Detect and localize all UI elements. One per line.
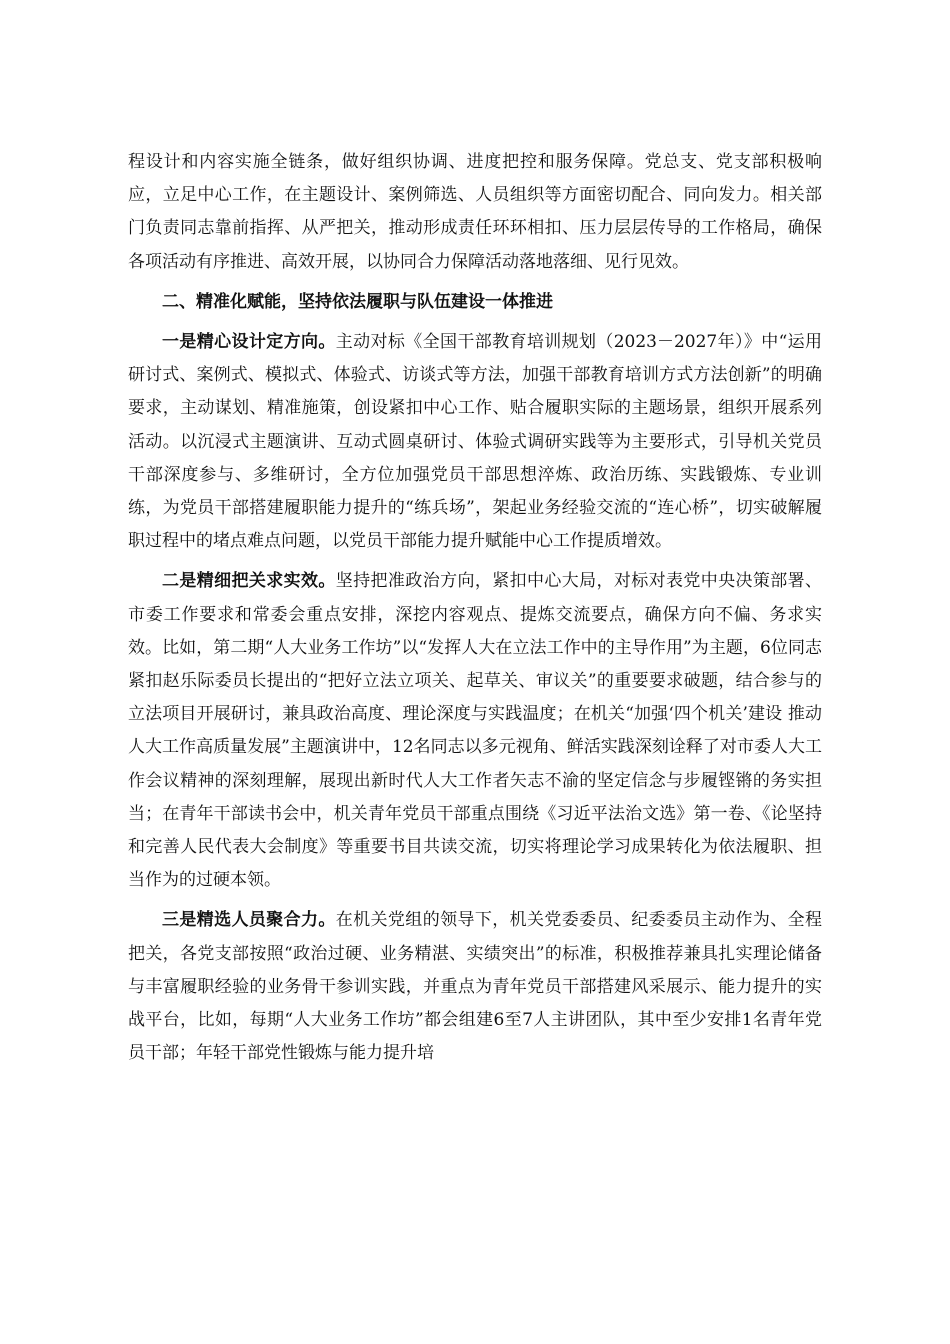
paragraph-precise-review	[128, 565, 822, 897]
document-body	[128, 146, 822, 1077]
paragraph-lead: 二是精细把关求实效。	[162, 571, 336, 592]
paragraph-text: 在机关党组的领导下，机关党委委员、纪委委员主动作为、全程把关，各党支部按照“政治过硬、业务精湛、实绩突出”的标准，积极推荐兼具扎实理论储备与丰富履职经验的业务骨干参训实践，并重点为青年党员干部搭建风采展示、能力提升的实战平台，比如，每期“人大业务工作坊”都会组建6至7人主讲团队，其中至少安排1名青年党员干部；年轻干部党性锻炼与能力提升培	[128, 910, 823, 1064]
paragraph-lead: 一是精心设计定方向。	[162, 332, 336, 353]
paragraph-lead: 三是精选人员聚合力。	[162, 910, 336, 931]
paragraph-continuation	[128, 146, 822, 279]
section-heading-text: 二、精准化赋能，坚持依法履职与队伍建设一体推进	[162, 291, 553, 312]
paragraph-precise-design	[128, 326, 822, 558]
paragraph-text: 坚持把准政治方向，紧扣中心大局，对标对表党中央决策部署、市委工作要求和常委会重点安排，深挖内容观点、提炼交流要点，确保方向不偏、务求实效。比如，第二期“人大业务工作坊”以“发挥人大在立法工作中的主导作用”为主题，6位同志紧扣赵乐际委员长提出的“把好立法立项关、起草关、审议关”的重要要求破题，结合参与的立法项目开展研讨，兼具政治高度、理论深度与实践温度；在机关“加强‘四个机关’建设 推动人大工作高质量发展”主题演讲中，12名同志以多元视角、鲜活实践深刻诠释了对市委人大工作会议精神的深刻理解，展现出新时代人大工作者矢志不渝的坚定信念与步履铿锵的务实担当；在青年干部读书会中，机关青年党员干部重点围绕《习近平法治文选》第一卷、《论坚持和完善人民代表大会制度》等重要书目共读交流，切实将理论学习成果转化为依法履职、担当作为的过硬本领。	[128, 571, 823, 891]
paragraph-text: 程设计和内容实施全链条，做好组织协调、进度把控和服务保障。党总支、党支部积极响应，立足中心工作，在主题设计、案例筛选、人员组织等方面密切配合、同向发力。相关部门负责同志靠前指挥、从严把关，推动形成责任环环相扣、压力层层传导的工作格局，确保各项活动有序推进、高效开展，以协同合力保障活动落地落细、见行见效。	[128, 152, 822, 272]
paragraph-text: 主动对标《全国干部教育培训规划（2023－2027年）》中“运用研讨式、案例式、模拟式、体验式、访谈式等方法，加强干部教育培训方式方法创新”的明确要求，主动谋划、精准施策，创设紧扣中心工作、贴合履职实际的主题场景，组织开展系列活动。以沉浸式主题演讲、互动式圆桌研讨、体验式调研实践等为主要形式，引导机关党员干部深度参与、多维研讨，全方位加强党员干部思想淬炼、政治历练、实践锻炼、专业训练，为党员干部搭建履职能力提升的“练兵场”，架起业务经验交流的“连心桥”，切实破解履职过程中的堵点难点问题，以党员干部能力提升赋能中心工作提质增效。	[128, 332, 823, 552]
paragraph-precise-selection	[128, 904, 822, 1070]
section-heading	[128, 286, 822, 319]
